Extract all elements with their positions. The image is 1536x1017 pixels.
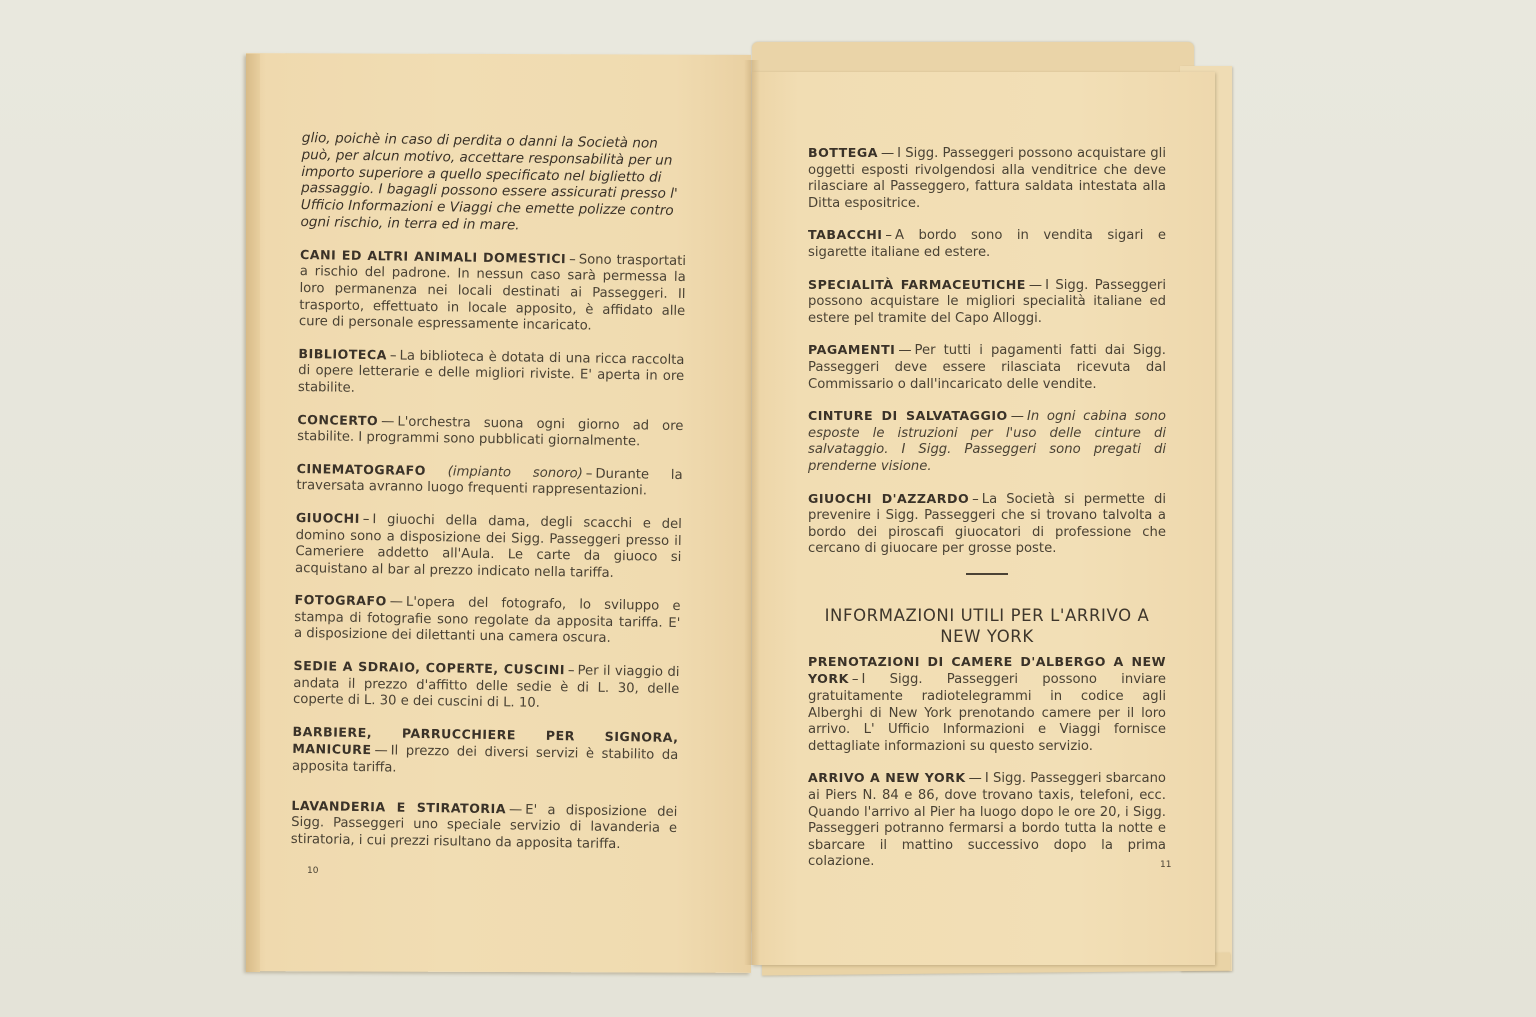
entry-term: CONCERTO <box>297 411 379 428</box>
entry-dash: – <box>569 251 576 268</box>
entry-dash: – <box>972 491 979 507</box>
book-spine <box>744 60 760 965</box>
entry-text: Durante la traversata avranno luogo frequenti rappresentazioni. <box>296 466 683 499</box>
entry-tabacchi <box>808 227 1166 261</box>
section-title: INFORMAZIONI UTILI PER L'ARRIVO A NEW YORK <box>824 605 1150 646</box>
entry-term: CANI ED ALTRI ANIMALI DOMESTICI <box>299 246 567 266</box>
entry-text: I giuochi della dama, degli scacchi e del domino sono a disposizione dei Sigg. Passeggeri presso il Cameriere addetto all'Aula. Le carte da giuoco si acquistano al bar al prezzo indicato nella tariffa. <box>294 512 682 581</box>
entry-text: La biblioteca è dotata di una ricca raccolta di opere letterarie e delle migliori riviste. E' aperta in ore stabilite. <box>297 348 685 396</box>
entry-term: LAVANDERIA E STIRATORIA <box>291 797 507 816</box>
entry-bottega <box>808 145 1166 212</box>
entry-dash: – <box>389 348 397 364</box>
entry-text: A bordo sono in vendita sigari e sigarette italiane ed estere. <box>808 228 1166 260</box>
entry-term: PAGAMENTI <box>808 342 896 358</box>
entry-pagamenti <box>808 342 1166 393</box>
entry-subtitle: (impianto sonoro) <box>447 464 583 482</box>
entry-term: BARBIERE, PARRUCCHIERE PER SIGNORA, MANICURE <box>292 723 679 758</box>
page-number-right: 11 <box>1160 860 1172 870</box>
entry-dash: – <box>851 672 859 688</box>
entry-cani <box>299 247 686 337</box>
entry-concerto <box>297 411 683 451</box>
left-page-text <box>290 130 687 869</box>
entry-text: Sono trasportati a rischio del padrone. In nessun caso sarà permessa la loro permanenza nei locali destinati ai Passeggeri. Il trasporto, effettuato in locale apposito, è affidato alle cure di personale espressamente incaricato. <box>298 252 687 334</box>
entry-term: PRENOTAZIONI DI CAMERE D'ALBERGO A NEW YORK <box>808 653 1166 687</box>
entry-fotografo <box>294 592 681 649</box>
entry-term: GIUOCHI D'AZZARDO <box>808 490 970 506</box>
entry-term: TABACCHI <box>808 227 883 243</box>
entry-term: BOTTEGA <box>808 145 878 160</box>
page-number-left: 10 <box>307 866 319 876</box>
entry-term: CINTURE DI SALVATAGGIO <box>808 408 1008 424</box>
entry-term: CINEMATOGRAFO <box>296 460 427 478</box>
entry-dash: – <box>362 511 370 528</box>
entry-text: Il prezzo dei diversi servizi è stabilito da apposita tariffa. <box>291 743 679 776</box>
entry-text: Per tutti i pagamenti fatti dai Sigg. Passeggeri deve essere rilasciata ricevuta dal Commissario o dall'incaricato delle vendite. <box>808 343 1166 392</box>
entry-dash: — <box>381 413 395 430</box>
entry-term: FOTOGRAFO <box>294 592 387 609</box>
entry-dash: — <box>898 343 912 359</box>
entry-dash: — <box>508 801 523 818</box>
entry-term: GIUOCHI <box>295 509 360 526</box>
left-page-edge <box>246 54 260 972</box>
entry-text: I Sigg. Passeggeri possono acquistare le migliori specialità italiane ed estere pel tramite del Capo Alloggi. <box>808 277 1166 326</box>
entry-dash: – <box>885 228 893 244</box>
entry-dash: — <box>968 771 982 787</box>
entry-text: Per il viaggio di andata il prezzo d'affitto delle sedie è di L. 30, delle coperte di L. 30 e dei cuscini di L. 10. <box>292 663 680 712</box>
entry-cinematografo <box>296 461 682 501</box>
entry-dash: — <box>1010 409 1024 425</box>
entry-dash: — <box>389 594 404 610</box>
entry-giuochi-azzardo <box>808 491 1166 558</box>
entry-prenotazioni <box>808 654 1166 756</box>
entry-term: ARRIVO A NEW YORK <box>808 770 966 786</box>
entry-specialita <box>808 277 1166 328</box>
entry-text: L'orchestra suona ogni giorno ad ore stabilite. I programmi sono pubblicati giornalmente. <box>297 414 684 450</box>
entry-text: I Sigg. Passeggeri possono inviare gratuitamente radiotelegrammi in codice agli Alberghi di New York prenotando camere per il loro arrivo. L' Ufficio Informazioni e Viaggi fornisce dettagliate informazioni su questo servizio. <box>808 672 1166 754</box>
entry-sedie <box>293 658 680 715</box>
lead-paragraph: glio, poichè in caso di perdita o danni la Società non può, per alcun motivo, accettare responsabilità per un importo superiore a quello specificato nel biglietto di passaggio. I bagagli possono essere assicurati presso l' Ufficio Informazioni e Viaggi che emette polizze contro ogni rischio, in terra ed in mare. <box>300 130 678 234</box>
entry-dash: — <box>374 743 388 759</box>
entry-term: BIBLIOTECA <box>298 345 388 363</box>
entry-text: E' a disposizione dei Sigg. Passeggeri uno speciale servizio di lavanderia e stiratoria, i cui prezzi risultano da apposita tariffa. <box>290 802 678 852</box>
entry-text: La Società si permette di prevenire i Sigg. Passeggeri che si trovano talvolta a bordo dei piroscafi giuocatori di professione che cercano di giuocare per grosse poste. <box>808 491 1166 557</box>
entry-giuochi <box>295 510 682 583</box>
entry-term: SEDIE A SDRAIO, COPERTE, CUSCINI <box>293 657 566 678</box>
entry-dash: — <box>1028 277 1043 293</box>
entry-text: In ogni cabina sono esposte le istruzioni per l'uso delle cinture di salvataggio. I Sigg. Passeggeri sono pregati di prenderne visione. <box>808 409 1166 474</box>
entry-dash: – <box>585 466 593 482</box>
entry-text: I Sigg. Passeggeri sbarcano ai Piers N. 84 e 86, dove trovano taxis, telefoni, ecc. Quando l'arrivo al Pier ha luogo dopo le ore 20, i Sigg. Passeggeri potranno fermarsi a bordo tutta la notte e sbarcare il mattino successivo dopo la prima colazione. <box>808 771 1166 870</box>
entry-dash: — <box>880 146 895 161</box>
entry-text: I Sigg. Passeggeri possono acquistare gli oggetti esposti rivolgendosi alla venditrice che deve rilasciare al Passeggero, fattura saldata intestata alla Ditta espositrice. <box>808 146 1166 211</box>
entry-biblioteca <box>298 346 685 403</box>
entry-lavanderia <box>291 798 678 855</box>
entry-dash: – <box>567 663 575 679</box>
entry-arrivo <box>808 770 1166 871</box>
entry-text: L'opera del fotografo, lo sviluppo e stampa di fotografie sono regolate da apposita tariffa. E' a disposizione dei dilettanti una camera oscura. <box>293 594 681 647</box>
entry-cinture <box>808 408 1166 475</box>
right-page-text <box>808 145 1166 886</box>
entry-term: SPECIALITÀ FARMACEUTICHE <box>808 276 1026 292</box>
entry-barbiere <box>292 724 679 782</box>
section-divider <box>966 573 1008 575</box>
